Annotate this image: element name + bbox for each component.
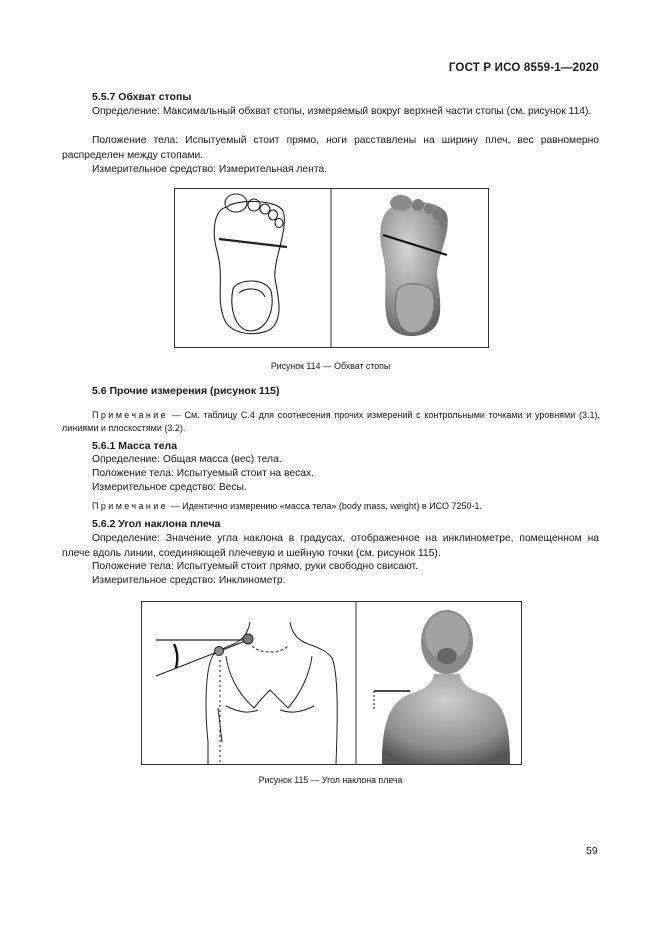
foot-illustration: [175, 189, 488, 347]
section-title-5-6: 5.6 Прочие измерения (рисунок 115): [92, 385, 280, 397]
shoulder-illustration: [142, 602, 521, 764]
note-label: Примечание: [92, 501, 169, 511]
figure-115-caption: Рисунок 115 — Угол наклона плеча: [258, 775, 403, 785]
figure-114-caption: Рисунок 114 — Обхват стопы: [270, 361, 391, 371]
girth-line-drawing: [219, 239, 287, 247]
s562-body-position: Положение тела: Испытуемый стоит прямо, руки свободно свисают.: [92, 561, 418, 572]
s557-body-position: Положение тела: Испытуемый стоит прямо, ноги расставлены на ширину плеч, вес равномерно распределен между стопами.: [62, 135, 599, 161]
foot-outline-drawing: [214, 194, 284, 334]
document-header: ГОСТ Р ИСО 8559-1—2020: [448, 62, 599, 74]
s562-instrument: Измерительное средство: Инклинометр.: [92, 575, 286, 586]
section-title-5-5-7: 5.5.7 Обхват стопы: [92, 91, 192, 103]
note-text: — См. таблицу С.4 для соотнесения прочих измерений с контрольными точками и уровнями (3.1), линиями и плоскостями (3.2).: [62, 410, 600, 433]
s561-body-position: Положение тела: Испытуемый стоит на весах.: [92, 468, 314, 479]
s562-definition: Определение: Значение угла наклона в градусах, отображенное на инклинометре, помещенном на плече вдоль линии, соединяющей плечевую и шейную точки (см. рисунок 115).: [62, 533, 599, 559]
s561-definition: Определение: Общая масса (вес) тела.: [92, 454, 282, 465]
angle-arc: [174, 644, 177, 668]
s561-note: [62, 500, 600, 513]
page-number: 59: [586, 845, 598, 857]
s56-note: [62, 409, 600, 435]
note-text: — Идентично измерению «масса тела» (body mass, weight) в ИСО 7250-1.: [168, 501, 483, 511]
s557-definition: Определение: Максимальный обхват стопы, измеряемый вокруг верхней части стопы (см. рисунок 114).: [92, 106, 592, 117]
section-title-5-6-2: 5.6.2 Угол наклона плеча: [92, 518, 221, 530]
note-label: Примечание: [92, 410, 169, 420]
figure-115: [141, 601, 522, 765]
figure-114: [174, 188, 489, 348]
shoulder-slope-line: [156, 640, 248, 676]
s561-instrument: Измерительное средство: Весы.: [92, 482, 247, 493]
foot-3d-scan: [380, 195, 447, 336]
shoulder-point-marker: [215, 647, 224, 656]
neck-point-marker: [243, 634, 253, 644]
back-photo: [382, 610, 510, 764]
s557-instrument: Измерительное средство: Измерительная лента.: [92, 164, 328, 175]
section-title-5-6-1: 5.6.1 Масса тела: [92, 440, 178, 452]
torso-outline-drawing: [206, 622, 337, 764]
